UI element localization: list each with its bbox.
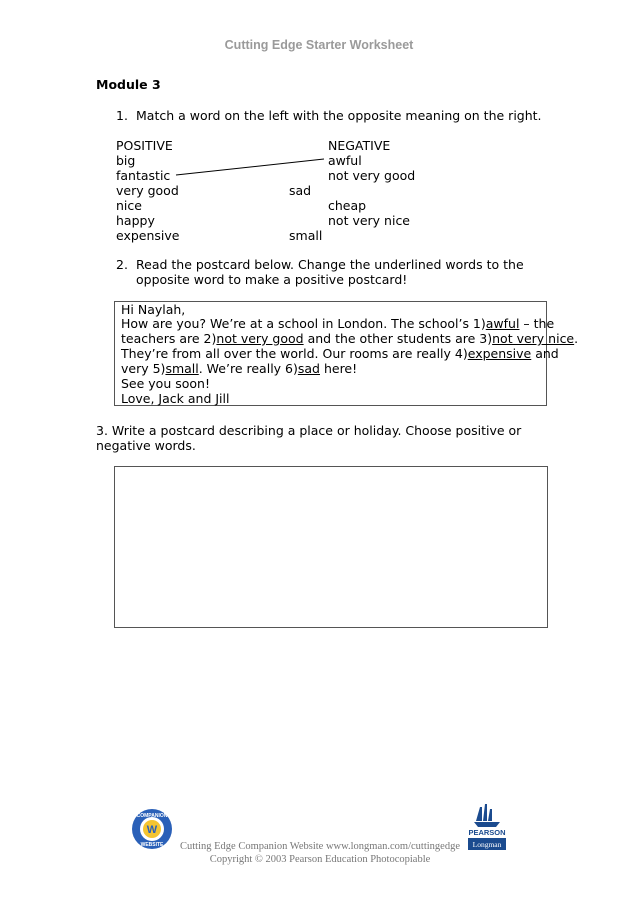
postcard-signoff: Love, Jack and Jill: [121, 391, 230, 406]
worksheet-header: Cutting Edge Starter Worksheet: [224, 38, 414, 52]
module-title: Module 3: [96, 77, 161, 92]
postcard-line-2: How are you? We’re at a school in London. The school’s 1)awful – the: [121, 316, 555, 331]
exercise-1-text: Match a word on the left with the opposite meaning on the right.: [136, 108, 542, 123]
example-match-line: [0, 0, 638, 260]
right-header: NEGATIVE: [328, 138, 391, 153]
exercise-3-line-1: 3. Write a postcard describing a place or holiday. Choose positive or: [96, 423, 522, 438]
exercise-3-line-2: negative words.: [96, 438, 196, 453]
right-word: not very good: [328, 168, 416, 183]
underlined-word: expensive: [467, 346, 532, 361]
left-word: very good: [116, 183, 179, 198]
exercise-2-instruction: [116, 257, 536, 287]
underlined-word: not very good: [216, 331, 304, 346]
left-word: expensive: [116, 228, 180, 243]
left-word: happy: [116, 213, 155, 228]
pearson-sub-text: Longman: [472, 840, 502, 849]
postcard-line-5: very 5)small. We’re really 6)sad here!: [121, 361, 358, 376]
underlined-word: sad: [297, 361, 320, 376]
postcard-line-3: teachers are 2)not very good and the other students are 3)not very nice.: [121, 331, 579, 346]
right-word: sad: [289, 183, 312, 198]
companion-logo-letter: W: [146, 824, 158, 836]
right-word: cheap: [328, 198, 367, 213]
left-word: big: [116, 153, 136, 168]
right-word: small: [289, 228, 323, 243]
underlined-word: not very nice: [492, 331, 575, 346]
underlined-word: awful: [485, 316, 520, 331]
postcard-line-4: They’re from all over the world. Our rooms are really 4)expensive and: [121, 346, 559, 361]
footer-copyright-line: Copyright © 2003 Pearson Education Photocopiable: [209, 854, 431, 865]
exercise-1-number: 1.: [116, 108, 128, 123]
exercise-2-number: 2.: [116, 257, 128, 272]
companion-logo-top-text: COMPANION: [136, 813, 168, 819]
footer-website-line: Cutting Edge Companion Website www.longman.com/cuttingedge: [180, 841, 460, 852]
underlined-word: small: [165, 361, 199, 376]
postcard-box: [114, 301, 579, 406]
exercise-3-instruction: [96, 423, 536, 453]
right-word: not very nice: [328, 213, 411, 228]
postcard-greeting: Hi Naylah,: [121, 302, 186, 317]
left-word: nice: [116, 198, 142, 213]
writing-area-box[interactable]: [114, 466, 548, 628]
right-word: awful: [328, 153, 362, 168]
exercise-2-line-1: Read the postcard below. Change the underlined words to the: [136, 257, 524, 272]
postcard-line-6: See you soon!: [121, 376, 210, 391]
left-header: POSITIVE: [116, 138, 173, 153]
left-word: fantastic: [116, 168, 171, 183]
pearson-brand-text: PEARSON: [468, 828, 506, 837]
companion-logo-bottom-text: WEBSITE: [140, 842, 164, 848]
exercise-2-line-2: opposite word to make a positive postcard!: [136, 272, 408, 287]
